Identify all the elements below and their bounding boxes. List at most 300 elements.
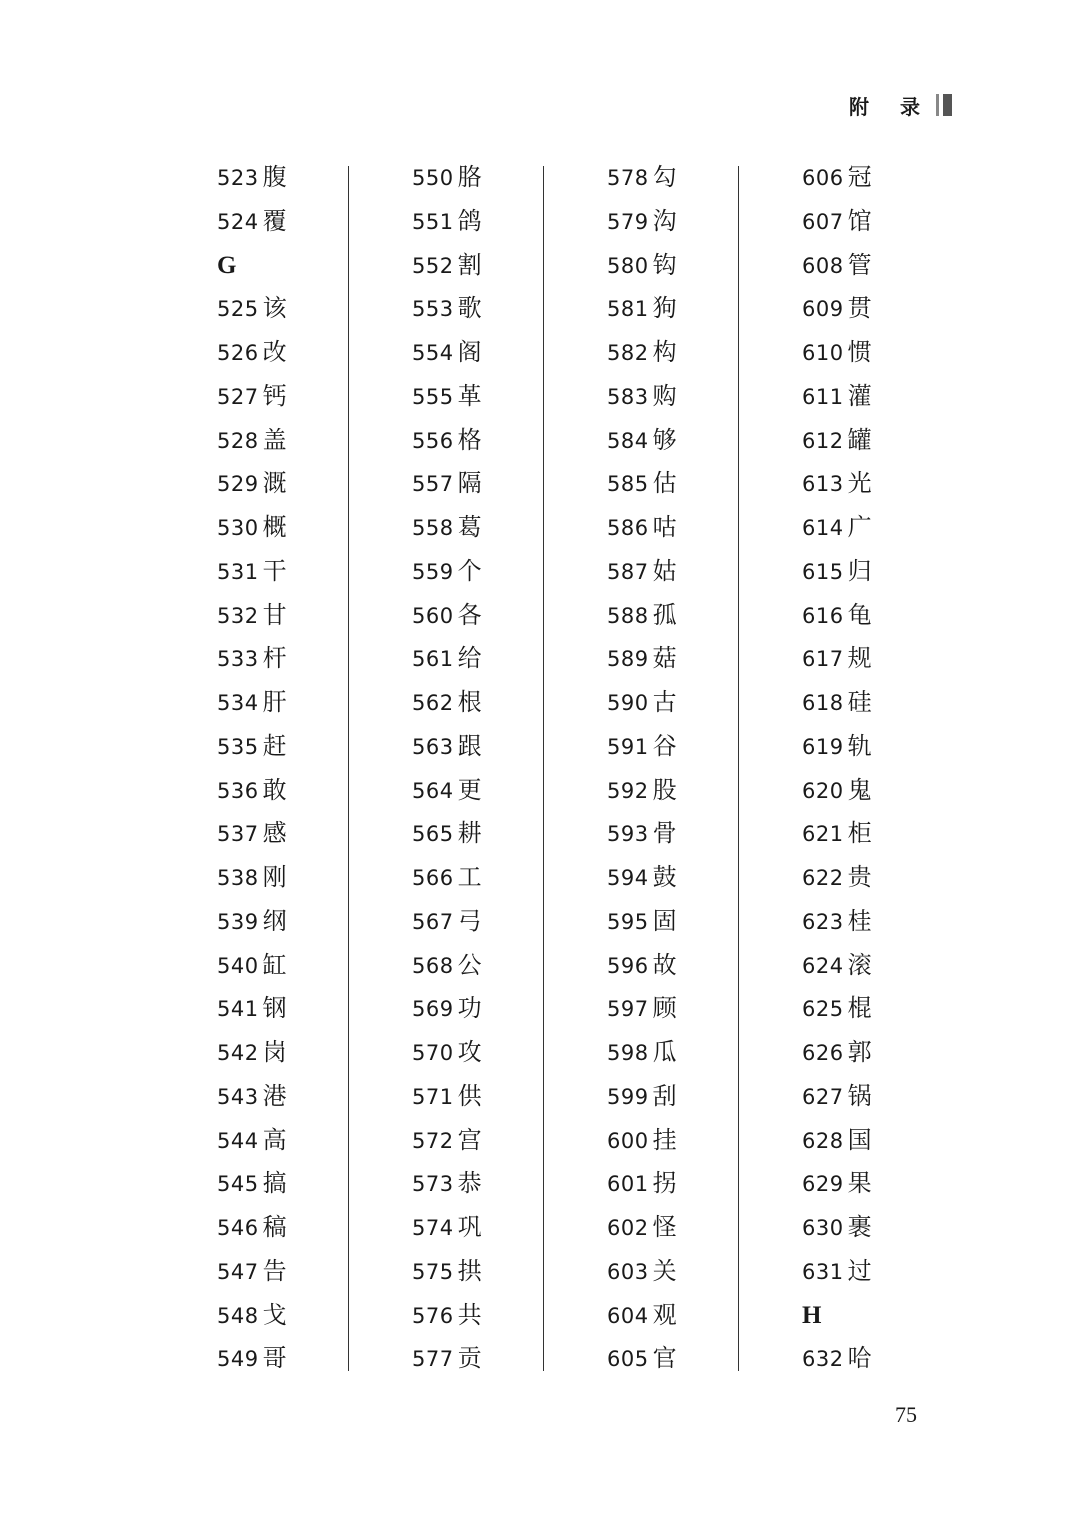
entry-character: 管 (847, 250, 872, 279)
index-entry (217, 506, 387, 550)
index-entry (802, 1031, 972, 1075)
index-entry (607, 944, 777, 988)
entry-number: 595 (607, 909, 649, 934)
entry-character: 公 (457, 950, 482, 979)
entry-number: 559 (412, 559, 454, 584)
index-entry (802, 375, 972, 419)
entry-character: 耕 (457, 819, 482, 848)
index-entry (217, 419, 387, 463)
index-entry (607, 900, 777, 944)
entry-character: 革 (457, 381, 482, 410)
index-entry (412, 944, 582, 988)
entry-character: 归 (847, 556, 872, 585)
index-entry (607, 200, 777, 244)
header-decoration-thick-bar (943, 94, 952, 116)
entry-number: 575 (412, 1259, 454, 1284)
entry-number: 534 (217, 691, 259, 715)
entry-number: 587 (607, 559, 649, 584)
entry-number: 591 (607, 734, 649, 759)
index-entry (802, 987, 972, 1031)
entry-number: 530 (217, 516, 259, 540)
index-entry (802, 944, 972, 988)
entry-number: 592 (607, 778, 649, 803)
entry-number: 620 (802, 778, 844, 803)
entry-number: 604 (607, 1303, 649, 1328)
entry-character: 关 (652, 1256, 677, 1285)
entry-number: 579 (607, 209, 649, 234)
index-entry (217, 287, 387, 331)
entry-character: 共 (457, 1300, 482, 1329)
index-entry (607, 681, 777, 725)
entry-number: 551 (412, 209, 454, 234)
entry-number: 597 (607, 997, 649, 1022)
entry-character: 冠 (847, 163, 872, 191)
entry-character: 阁 (457, 338, 482, 366)
index-entry (802, 1162, 972, 1206)
section-letter: H (802, 1301, 822, 1329)
entry-character: 骨 (652, 819, 677, 848)
entry-character: 柜 (847, 819, 872, 848)
entry-character: 郭 (847, 1038, 872, 1066)
index-entry (217, 200, 387, 244)
entry-number: 570 (412, 1041, 454, 1065)
index-entry (607, 725, 777, 769)
entry-character: 戈 (262, 1300, 287, 1329)
index-entry (802, 550, 972, 594)
entry-character: 该 (262, 294, 287, 323)
index-entry (802, 856, 972, 900)
entry-character: 根 (457, 688, 482, 716)
index-entry (802, 331, 972, 375)
entry-character: 港 (262, 1081, 287, 1110)
entry-number: 547 (217, 1259, 259, 1284)
entry-character: 割 (457, 250, 482, 279)
entry-number: 623 (802, 909, 844, 934)
entry-number: 596 (607, 953, 649, 978)
entry-number: 542 (217, 1041, 259, 1065)
index-entry (802, 637, 972, 681)
entry-character: 胳 (457, 163, 482, 191)
index-entry (607, 419, 777, 463)
index-entry (412, 987, 582, 1031)
entry-number: 603 (607, 1259, 649, 1284)
index-entry (607, 1119, 777, 1163)
index-entry (217, 1294, 387, 1338)
index-entry (802, 1119, 972, 1163)
entry-number: 588 (607, 603, 649, 628)
character-index (217, 156, 917, 1380)
entry-character: 改 (262, 338, 287, 366)
index-entry (802, 1206, 972, 1250)
index-entry (412, 1031, 582, 1075)
entry-number: 561 (412, 647, 454, 672)
entry-character: 狗 (652, 294, 677, 323)
entry-number: 539 (217, 909, 259, 934)
entry-number: 622 (802, 866, 844, 890)
entry-character: 构 (652, 338, 677, 366)
index-entry (802, 900, 972, 944)
index-entry (217, 550, 387, 594)
index-entry (412, 856, 582, 900)
entry-number: 590 (607, 691, 649, 715)
entry-character: 哥 (262, 1344, 287, 1373)
index-column-3 (607, 156, 777, 1381)
entry-character: 敢 (262, 775, 287, 804)
entry-character: 龟 (847, 600, 872, 629)
entry-character: 官 (652, 1344, 677, 1373)
index-entry (607, 244, 777, 288)
index-entry (412, 681, 582, 725)
index-entry (217, 1206, 387, 1250)
entry-number: 632 (802, 1347, 844, 1372)
entry-character: 纲 (262, 906, 287, 935)
index-entry (217, 1075, 387, 1119)
entry-character: 歌 (457, 294, 482, 323)
entry-character: 感 (262, 819, 287, 848)
entry-character: 广 (847, 513, 872, 541)
index-entry (412, 156, 582, 200)
index-entry (607, 331, 777, 375)
entry-number: 524 (217, 209, 259, 234)
entry-character: 过 (847, 1256, 872, 1285)
entry-character: 刚 (262, 863, 287, 891)
entry-character: 杆 (262, 644, 287, 673)
entry-number: 557 (412, 472, 454, 497)
entry-character: 菇 (652, 644, 677, 673)
entry-character: 搞 (262, 1169, 287, 1198)
entry-character: 规 (847, 644, 872, 673)
index-entry (607, 1162, 777, 1206)
entry-character: 贯 (847, 294, 872, 323)
entry-character: 拐 (652, 1169, 677, 1198)
entry-character: 瓜 (652, 1038, 677, 1066)
entry-number: 599 (607, 1084, 649, 1109)
index-entry (412, 506, 582, 550)
entry-number: 564 (412, 778, 454, 803)
entry-number: 554 (412, 341, 454, 365)
entry-number: 526 (217, 341, 259, 365)
entry-number: 601 (607, 1172, 649, 1197)
index-entry (607, 987, 777, 1031)
index-entry (802, 506, 972, 550)
entry-number: 605 (607, 1347, 649, 1372)
entry-number: 616 (802, 603, 844, 628)
entry-number: 619 (802, 734, 844, 759)
entry-number: 528 (217, 428, 259, 453)
index-entry (217, 1250, 387, 1294)
entry-number: 543 (217, 1084, 259, 1109)
entry-character: 挂 (652, 1125, 677, 1154)
index-entry (412, 1075, 582, 1119)
entry-number: 608 (802, 253, 844, 278)
entry-number: 577 (412, 1347, 454, 1372)
entry-character: 怪 (652, 1213, 677, 1241)
entry-character: 各 (457, 600, 482, 629)
section-letter-heading (802, 1294, 972, 1338)
entry-character: 拱 (457, 1256, 482, 1285)
entry-number: 609 (802, 297, 844, 322)
index-entry (607, 637, 777, 681)
index-column-4 (802, 156, 972, 1381)
entry-character: 个 (457, 556, 482, 585)
index-entry (412, 331, 582, 375)
entry-number: 576 (412, 1303, 454, 1328)
index-entry (607, 1031, 777, 1075)
index-entry (607, 856, 777, 900)
entry-character: 顾 (652, 994, 677, 1023)
entry-number: 626 (802, 1041, 844, 1065)
entry-number: 624 (802, 953, 844, 978)
entry-number: 629 (802, 1172, 844, 1197)
header-title: 附 录 (849, 94, 932, 119)
entry-character: 供 (457, 1081, 482, 1110)
entry-character: 股 (652, 775, 677, 804)
entry-number: 532 (217, 603, 259, 628)
entry-number: 574 (412, 1216, 454, 1240)
index-entry (217, 1162, 387, 1206)
index-entry (607, 769, 777, 813)
entry-number: 565 (412, 822, 454, 847)
entry-number: 612 (802, 428, 844, 453)
entry-character: 贵 (847, 863, 872, 891)
entry-character: 钙 (262, 381, 287, 410)
entry-character: 哈 (847, 1344, 872, 1373)
entry-character: 贡 (457, 1344, 482, 1373)
entry-number: 594 (607, 866, 649, 890)
entry-number: 531 (217, 559, 259, 584)
entry-character: 咕 (652, 513, 677, 541)
index-entry (217, 156, 387, 200)
entry-character: 裹 (847, 1213, 872, 1241)
index-entry (607, 1294, 777, 1338)
entry-number: 536 (217, 778, 259, 803)
entry-character: 鸽 (457, 206, 482, 235)
index-entry (217, 812, 387, 856)
entry-number: 525 (217, 297, 259, 322)
entry-number: 558 (412, 516, 454, 540)
entry-character: 宫 (457, 1125, 482, 1154)
entry-number: 572 (412, 1128, 454, 1153)
entry-character: 馆 (847, 206, 872, 235)
index-entry (412, 462, 582, 506)
entry-character: 功 (457, 994, 482, 1023)
section-letter: G (217, 251, 237, 279)
index-entry (802, 1075, 972, 1119)
entry-number: 571 (412, 1084, 454, 1109)
entry-character: 岗 (262, 1038, 287, 1066)
index-entry (802, 769, 972, 813)
entry-number: 527 (217, 384, 259, 409)
index-entry (217, 987, 387, 1031)
index-entry (412, 244, 582, 288)
entry-character: 孤 (652, 600, 677, 629)
entry-character: 鬼 (847, 775, 872, 804)
index-entry (802, 725, 972, 769)
page-number: 75 (895, 1402, 917, 1427)
entry-number: 618 (802, 691, 844, 715)
entry-character: 腹 (262, 163, 287, 191)
entry-character: 勾 (652, 163, 677, 191)
index-entry (802, 681, 972, 725)
entry-number: 553 (412, 297, 454, 322)
index-entry (412, 419, 582, 463)
index-entry (217, 769, 387, 813)
entry-character: 桂 (847, 906, 872, 935)
index-entry (607, 462, 777, 506)
entry-number: 631 (802, 1259, 844, 1284)
entry-character: 盖 (262, 425, 287, 454)
entry-number: 540 (217, 953, 259, 978)
entry-character: 沟 (652, 206, 677, 235)
entry-character: 钩 (652, 250, 677, 279)
index-entry (217, 637, 387, 681)
entry-character: 锅 (847, 1081, 872, 1110)
entry-number: 615 (802, 559, 844, 584)
index-entry (607, 287, 777, 331)
index-entry (412, 1206, 582, 1250)
entry-number: 589 (607, 647, 649, 672)
entry-character: 刮 (652, 1081, 677, 1110)
entry-character: 格 (457, 425, 482, 454)
entry-character: 惯 (847, 338, 872, 366)
index-entry (217, 375, 387, 419)
index-entry (607, 812, 777, 856)
index-entry (217, 725, 387, 769)
entry-character: 够 (652, 425, 677, 454)
index-column-1 (217, 156, 387, 1381)
index-entry (217, 681, 387, 725)
entry-number: 538 (217, 866, 259, 890)
entry-number: 628 (802, 1128, 844, 1153)
entry-number: 585 (607, 472, 649, 497)
entry-number: 583 (607, 384, 649, 409)
header-decoration-thin-bar (936, 94, 939, 116)
entry-character: 工 (457, 863, 482, 891)
index-entry (412, 594, 582, 638)
index-entry (607, 1075, 777, 1119)
index-entry (802, 419, 972, 463)
entry-number: 541 (217, 997, 259, 1022)
entry-number: 607 (802, 209, 844, 234)
index-entry (217, 331, 387, 375)
running-header (849, 90, 952, 120)
index-entry (217, 594, 387, 638)
entry-character: 肝 (262, 688, 287, 716)
index-entry (802, 200, 972, 244)
column-divider (738, 166, 739, 1371)
index-entry (217, 900, 387, 944)
entry-character: 谷 (652, 731, 677, 760)
entry-number: 548 (217, 1303, 259, 1328)
index-entry (412, 1119, 582, 1163)
entry-number: 549 (217, 1347, 259, 1372)
entry-number: 613 (802, 472, 844, 497)
entry-character: 估 (652, 469, 677, 498)
entry-character: 固 (652, 906, 677, 935)
entry-character: 国 (847, 1125, 872, 1154)
index-entry (607, 375, 777, 419)
entry-number: 535 (217, 734, 259, 759)
entry-number: 600 (607, 1128, 649, 1153)
entry-number: 578 (607, 166, 649, 190)
entry-character: 硅 (847, 688, 872, 716)
index-entry (217, 1119, 387, 1163)
index-entry (802, 1337, 972, 1381)
entry-number: 610 (802, 341, 844, 365)
index-entry (802, 594, 972, 638)
entry-number: 546 (217, 1216, 259, 1240)
entry-character: 灌 (847, 381, 872, 410)
index-entry (412, 1250, 582, 1294)
entry-character: 缸 (262, 950, 287, 979)
entry-number: 523 (217, 166, 259, 190)
entry-character: 光 (847, 469, 872, 498)
entry-number: 552 (412, 253, 454, 278)
entry-number: 573 (412, 1172, 454, 1197)
entry-character: 赶 (262, 731, 287, 760)
index-entry (217, 856, 387, 900)
entry-number: 529 (217, 472, 259, 497)
index-entry (802, 156, 972, 200)
entry-number: 617 (802, 647, 844, 672)
index-entry (412, 550, 582, 594)
entry-number: 566 (412, 866, 454, 890)
entry-character: 溉 (262, 469, 287, 498)
entry-number: 545 (217, 1172, 259, 1197)
entry-character: 棍 (847, 994, 872, 1023)
entry-number: 606 (802, 166, 844, 190)
entry-number: 556 (412, 428, 454, 453)
entry-character: 攻 (457, 1038, 482, 1066)
entry-character: 故 (652, 950, 677, 979)
entry-number: 598 (607, 1041, 649, 1065)
index-entry (802, 812, 972, 856)
entry-character: 更 (457, 775, 482, 804)
index-entry (412, 725, 582, 769)
index-entry (412, 1337, 582, 1381)
entry-character: 干 (262, 556, 287, 585)
entry-character: 观 (652, 1300, 677, 1329)
entry-character: 跟 (457, 731, 482, 760)
entry-number: 627 (802, 1084, 844, 1109)
index-entry (412, 1294, 582, 1338)
entry-character: 告 (262, 1256, 287, 1285)
index-entry (412, 769, 582, 813)
entry-number: 582 (607, 341, 649, 365)
index-entry (412, 375, 582, 419)
entry-number: 544 (217, 1128, 259, 1153)
column-divider (348, 166, 349, 1371)
index-entry (607, 506, 777, 550)
index-entry (607, 550, 777, 594)
index-entry (217, 944, 387, 988)
index-entry (802, 462, 972, 506)
index-entry (607, 1337, 777, 1381)
entry-number: 584 (607, 428, 649, 453)
entry-number: 555 (412, 384, 454, 409)
entry-character: 罐 (847, 425, 872, 454)
index-entry (217, 1337, 387, 1381)
entry-character: 购 (652, 381, 677, 410)
entry-number: 567 (412, 909, 454, 934)
column-divider (543, 166, 544, 1371)
index-entry (412, 1162, 582, 1206)
entry-character: 葛 (457, 513, 482, 541)
index-entry (607, 1250, 777, 1294)
entry-number: 611 (802, 384, 844, 409)
entry-character: 隔 (457, 469, 482, 498)
entry-character: 恭 (457, 1169, 482, 1198)
